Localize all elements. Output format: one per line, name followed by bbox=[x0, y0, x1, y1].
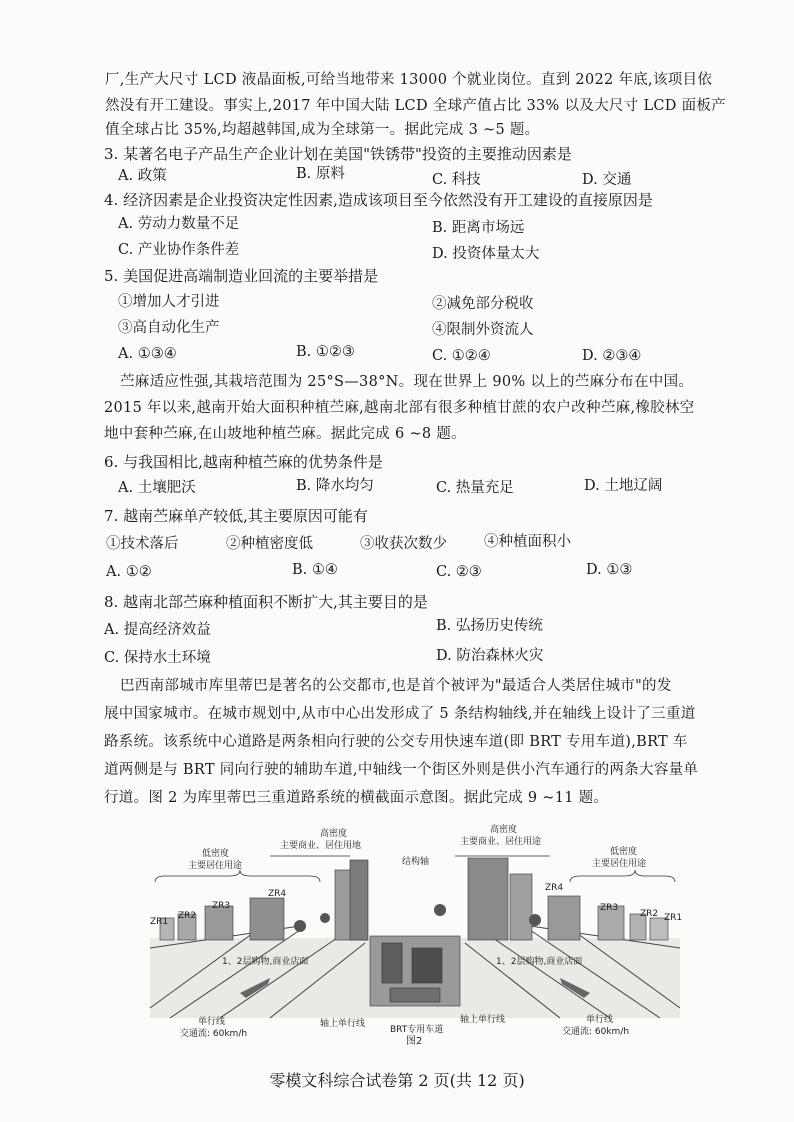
question-8-option-d: D. 防治森林火灾 bbox=[436, 648, 544, 664]
question-6-option-c: C. 热量充足 bbox=[436, 480, 514, 496]
question-8-option-a: A. 提高经济效益 bbox=[104, 622, 211, 638]
intro-line-2: 然没有开工建设。事实上,2017 年中国大陆 LCD 全球产值占比 33% 以及大尺寸 LCD 面板产 bbox=[105, 98, 726, 114]
label-zr1-left: ZR1 bbox=[150, 917, 169, 927]
question-8-option-b: B. 弘扬历史传统 bbox=[436, 618, 543, 634]
ramie-line-2: 2015 年以来,越南开始大面积种植苎麻,越南北部有很多种植甘蔗的农户改种苎麻,橡胶林空 bbox=[104, 400, 695, 416]
question-6-option-a: A. 土壤肥沃 bbox=[118, 480, 196, 496]
question-3-option-a: A. 政策 bbox=[118, 168, 167, 184]
question-5-option-d: D. ②③④ bbox=[582, 348, 642, 364]
curitiba-line-1: 巴西南部城市库里蒂巴是著名的公交都市,也是首个被评为"最适合人类居住城市"的发 bbox=[120, 678, 672, 694]
curitiba-line-2: 展中国家城市。在城市规划中,从市中心出发形成了 5 条结构轴线,并在轴线上设计了三重道 bbox=[104, 706, 696, 722]
question-7-option-d: D. ①③ bbox=[586, 562, 633, 578]
question-5-item-2: ②减免部分税收 bbox=[432, 296, 534, 312]
question-7-option-a: A. ①② bbox=[106, 564, 152, 580]
question-4-option-d: D. 投资体量太大 bbox=[432, 246, 540, 262]
question-5-item-3: ③高自动化生产 bbox=[118, 320, 220, 336]
question-3-stem: 3. 某著名电子产品生产企业计划在美国"铁锈带"投资的主要推动因素是 bbox=[104, 145, 572, 163]
intro-line-1: 厂,生产大尺寸 LCD 液晶面板,可给当地带来 13000 个就业岗位。直到 2022 年底,该项目依 bbox=[105, 72, 713, 88]
question-7-option-c: C. ②③ bbox=[436, 564, 482, 580]
ramie-line-3: 地中套种苎麻,在山坡地种植苎麻。据此完成 6 ~8 题。 bbox=[104, 426, 466, 442]
question-3-option-c: C. 科技 bbox=[432, 172, 481, 188]
question-4-stem: 4. 经济因素是企业投资决定性因素,造成该项目至今依然没有开工建设的直接原因是 bbox=[104, 191, 653, 209]
figure-caption: 图2 bbox=[406, 1036, 423, 1047]
label-aux-oneway-left: 轴上单行线 bbox=[320, 1019, 366, 1029]
question-5-item-4: ④限制外资流人 bbox=[432, 322, 534, 338]
label-oneway-right: 单行线 bbox=[586, 1015, 614, 1025]
left-buildings bbox=[160, 860, 368, 940]
question-3-option-d: D. 交通 bbox=[582, 172, 632, 188]
label-high-density-right: 高密度 bbox=[490, 825, 518, 835]
question-8-option-c: C. 保持水土环境 bbox=[104, 650, 211, 666]
label-zr3-right: ZR3 bbox=[600, 903, 619, 913]
intro-line-3: 值全球占比 35%,均超越韩国,成为全球第一。据此完成 3 ~5 题。 bbox=[105, 122, 540, 138]
question-7-item-2: ②种植密度低 bbox=[226, 536, 313, 552]
question-7-stem: 7. 越南苎麻单产较低,其主要原因可能有 bbox=[104, 507, 368, 525]
label-high-density-left: 高密度 bbox=[320, 829, 348, 839]
label-brt-lane: BRT专用车道 bbox=[390, 1025, 444, 1035]
question-6-option-d: D. 土地辽阔 bbox=[584, 478, 663, 494]
label-zr2-left: ZR2 bbox=[178, 911, 197, 921]
question-5-stem: 5. 美国促进高端制造业回流的主要举措是 bbox=[104, 267, 379, 285]
label-aux-oneway-right: 轴上单行线 bbox=[460, 1015, 506, 1025]
question-7-item-3: ③收获次数少 bbox=[360, 536, 447, 552]
question-3-option-b: B. 原料 bbox=[296, 166, 345, 182]
question-4-option-a: A. 劳动力数量不足 bbox=[118, 216, 240, 232]
question-5-option-a: A. ①③④ bbox=[118, 346, 177, 362]
question-4-option-b: B. 距离市场远 bbox=[432, 220, 525, 236]
question-5-option-b: B. ①②③ bbox=[296, 344, 355, 360]
label-shops-right: 1、2层购物,商业店面 bbox=[496, 957, 583, 967]
label-shops-left: 1、2层购物,商业店面 bbox=[222, 957, 309, 967]
question-5-item-1: ①增加人才引进 bbox=[118, 294, 220, 310]
question-6-stem: 6. 与我国相比,越南种植苎麻的优势条件是 bbox=[104, 453, 383, 471]
label-high-mixed-right: 主要商业、居住用途 bbox=[460, 837, 542, 847]
curitiba-line-4: 道两侧是与 BRT 同向行驶的辅助车道,中轴线一个街区外则是供小汽车通行的两条大容量单 bbox=[104, 762, 699, 778]
curitiba-line-5: 行道。图 2 为库里蒂巴三重道路系统的横截面示意图。据此完成 9 ~11 题。 bbox=[104, 790, 609, 806]
page-footer: 零模文科综合试卷第 2 页(共 12 页) bbox=[269, 1071, 525, 1090]
curitiba-line-3: 路系统。该系统中心道路是两条相向行驶的公交专用快速车道(即 BRT 专用车道),BRT 车 bbox=[104, 734, 688, 750]
question-5-option-c: C. ①②④ bbox=[432, 348, 491, 364]
label-zr3-left: ZR3 bbox=[212, 901, 231, 911]
label-zr4-right: ZR4 bbox=[545, 883, 564, 893]
label-structural-axis: 结构轴 bbox=[402, 857, 430, 867]
question-4-option-c: C. 产业协作条件差 bbox=[118, 242, 240, 258]
label-low-residential-right: 主要居住用途 bbox=[592, 859, 647, 869]
central-brt-zone bbox=[370, 936, 460, 1006]
question-7-item-1: ①技术落后 bbox=[106, 536, 179, 552]
right-buildings bbox=[468, 858, 668, 940]
label-low-residential-left: 主要居住用途 bbox=[188, 861, 243, 871]
ramie-line-1: 苎麻适应性强,其栽培范围为 25°S—38°N。现在世界上 90% 以上的苎麻分布在中国。 bbox=[120, 374, 694, 390]
question-7-option-b: B. ①④ bbox=[292, 562, 338, 578]
question-8-stem: 8. 越南北部苎麻种植面积不断扩大,其主要目的是 bbox=[104, 593, 428, 611]
label-high-mixed-left: 主要商业、居住用地 bbox=[280, 841, 362, 851]
label-zr1-right: ZR1 bbox=[664, 913, 683, 923]
label-flow-left: 交通流: 60km/h bbox=[180, 1029, 248, 1039]
label-low-density-right: 低密度 bbox=[610, 847, 638, 857]
label-flow-right: 交通流: 60km/h bbox=[562, 1027, 630, 1037]
label-low-density-left: 低密度 bbox=[202, 849, 230, 859]
label-zr4-left: ZR4 bbox=[268, 889, 287, 899]
question-7-item-4: ④种植面积小 bbox=[484, 534, 571, 550]
label-zr2-right: ZR2 bbox=[640, 909, 659, 919]
question-6-option-b: B. 降水均匀 bbox=[296, 478, 374, 494]
label-oneway-left: 单行线 bbox=[198, 1017, 226, 1027]
road-cross-section-figure bbox=[150, 818, 683, 1047]
